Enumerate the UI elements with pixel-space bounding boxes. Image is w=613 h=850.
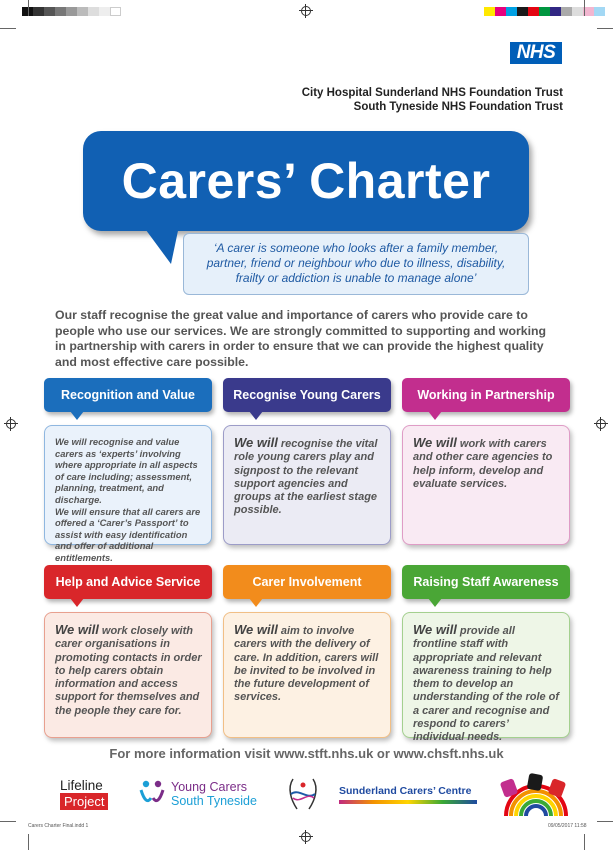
we-will-label: We will [234, 622, 278, 637]
nhs-logo: NHS [510, 42, 562, 64]
print-slug-filename: Carers Charter Final.indd 1 [28, 823, 89, 829]
print-grayscale-bar [22, 7, 121, 16]
card-tail [428, 411, 442, 420]
card-text: work with carers and other care agencies to help inform, develop and evaluate services. [413, 438, 553, 490]
lifeline-project-logo [60, 778, 116, 810]
we-will-label: We will [413, 435, 457, 450]
crop-mark [597, 28, 613, 29]
registration-mark-icon [596, 419, 606, 429]
card-tail [428, 598, 442, 607]
card-heading: Recognise Young Carers [223, 378, 391, 412]
page-title: Carers’ Charter [121, 153, 491, 209]
card-body [223, 425, 391, 545]
card-heading: Raising Staff Awareness [402, 565, 570, 599]
card-heading: Recognition and Value [44, 378, 212, 412]
card-heading: Working in Partnership [402, 378, 570, 412]
card-heading: Help and Advice Service [44, 565, 212, 599]
crop-mark [28, 0, 29, 16]
speech-bubble-tail [143, 226, 179, 264]
trust-name-1: City Hospital Sunderland NHS Foundation Trust [301, 87, 563, 99]
lifeline-logo-text: Lifeline [60, 778, 103, 793]
title-speech-bubble [83, 131, 529, 231]
young-carers-logo-line1: Young Carers [171, 780, 247, 794]
we-will-label: We will [55, 505, 87, 517]
card-text: recognise the vital role young carers play and signpost to the relevant support agencies and groups at the earliest stage possible. [234, 438, 378, 517]
we-will-label: We will [413, 622, 457, 637]
young-carers-logo-line2: South Tyneside [171, 794, 257, 808]
crop-mark [584, 834, 585, 850]
card-tail [249, 598, 263, 607]
card-text: provide all frontline staff with appropriate and relevant awareness training to help them to develop an understanding of the role of a carer and recognise and respond to carers’ individual needs. [413, 625, 560, 744]
card-body [44, 612, 212, 738]
print-slug-timestamp: 09/05/2017 11:58 [548, 823, 587, 829]
sunderland-carers-centre-text: Sunderland Carers’ Centre [339, 785, 472, 797]
crop-mark [0, 821, 16, 822]
card-text: recognise and value carers as ‘experts’ involving where appropriate in all aspects of care including; assessment, planning, treatment, and discharge. [55, 436, 198, 505]
card-text: work closely with carer organisations in promoting contacts in order to help carers obtain information and access support for themselves and the people they care for. [55, 625, 202, 717]
young-carers-logo [137, 780, 257, 808]
logo-rainbow-bar [339, 800, 477, 804]
trust-name-2: South Tyneside NHS Foundation Trust [353, 101, 563, 113]
carers-emblem-icon [285, 776, 321, 812]
card-text: aim to involve carers with the delivery of care. In addition, carers will be invited to be involved in the future development of services. [234, 625, 379, 704]
we-will-label: We will [234, 435, 278, 450]
card-body [223, 612, 391, 738]
we-will-label: We will [55, 436, 87, 447]
card-body [402, 612, 570, 744]
crop-mark [597, 821, 613, 822]
sunderland-carers-centre-logo [339, 785, 477, 804]
card-tail [249, 411, 263, 420]
rainbow-hands-logo-icon [498, 772, 574, 816]
card-tail [70, 598, 84, 607]
young-carers-figure-icon [137, 780, 167, 808]
print-color-bar [484, 7, 605, 16]
crop-mark [584, 0, 585, 16]
card-tail [70, 411, 84, 420]
card-body [402, 425, 570, 545]
card-heading: Carer Involvement [223, 565, 391, 599]
more-info-footer: For more information visit www.stft.nhs.uk or www.chsft.nhs.uk [109, 746, 504, 761]
crop-mark [0, 28, 16, 29]
we-will-label: We will [55, 622, 99, 637]
registration-mark-icon [6, 419, 16, 429]
card-text: ensure that all carers are offered a ‘Carer’s Passport’ to assist with easy identification and offer of additional entitlements. [55, 505, 201, 563]
intro-paragraph: Our staff recognise the great value and importance of carers who provide care to people who use our services. We are strongly committed to supporting and working in partnership with carers in order to ensure that we can provide the highest quality and most effective care possible. [55, 308, 547, 369]
crop-mark [28, 834, 29, 850]
carer-definition-quote: ‘A carer is someone who looks after a family member, partner, friend or neighbour who due to illness, disability, frailty or addiction is unable to manage alone’ [183, 233, 529, 295]
card-body [44, 425, 212, 563]
registration-mark-icon [301, 6, 311, 16]
lifeline-logo-project: Project [60, 793, 108, 810]
registration-mark-icon [301, 832, 311, 842]
